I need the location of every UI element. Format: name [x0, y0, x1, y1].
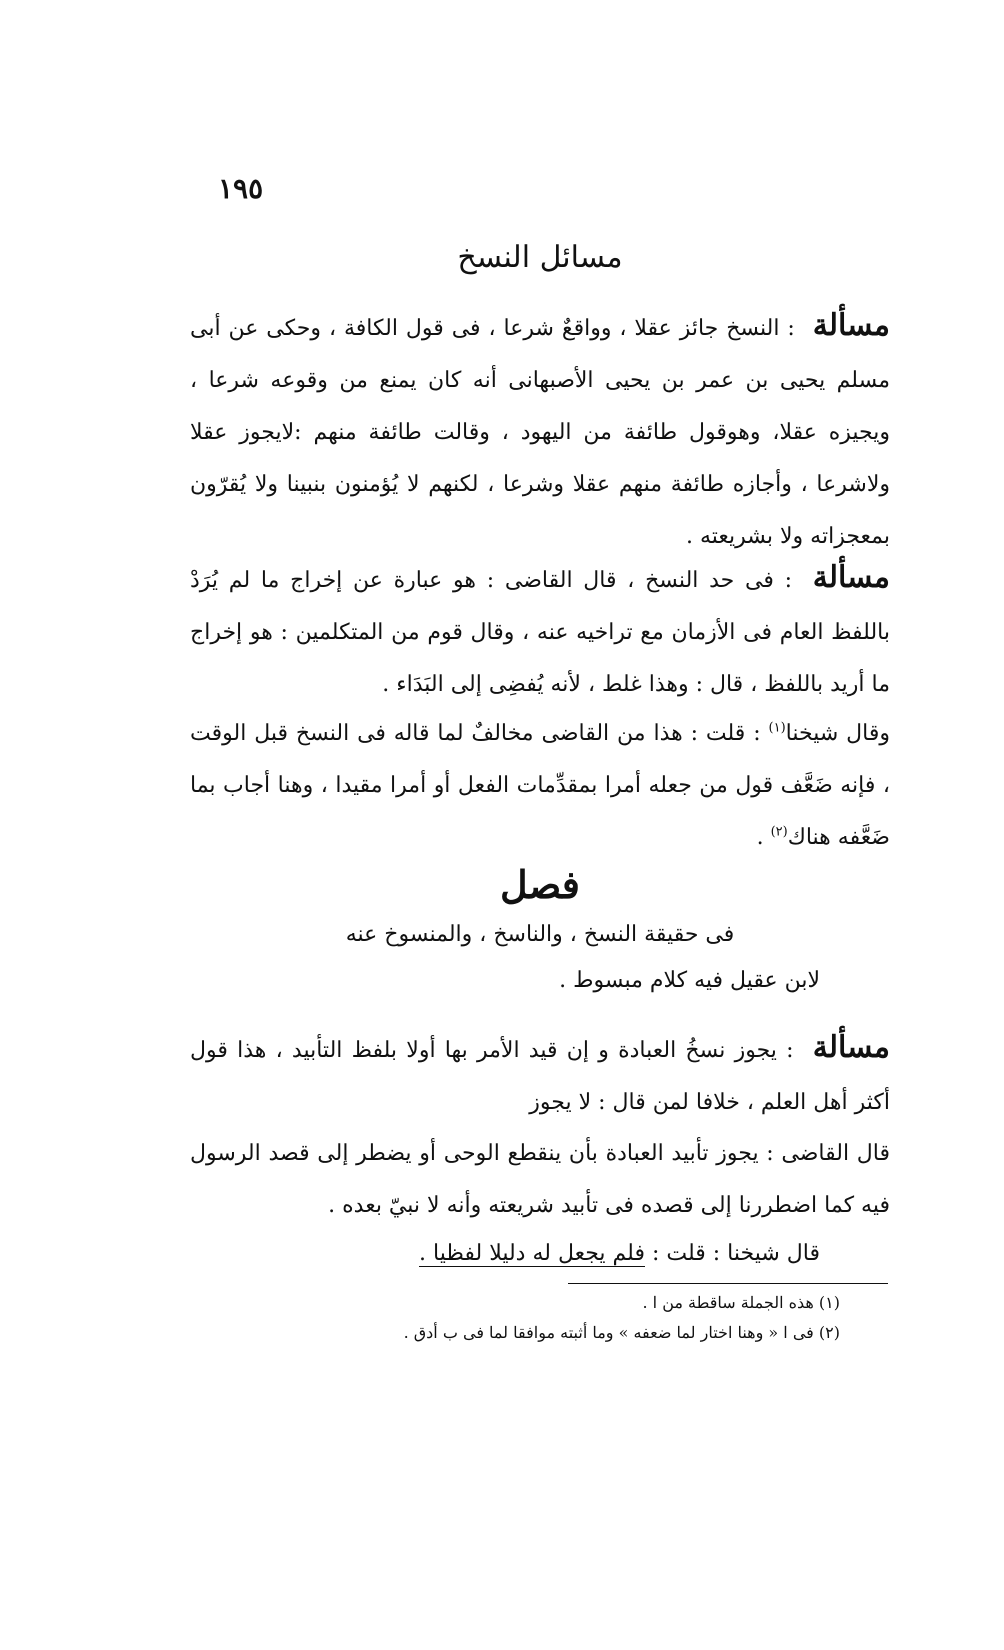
paragraph-5-text: قال القاضى : يجوز تأبيد العبادة بأن ينقطع الوحى أو يضطر إلى قصد الرسول فيه كما اضطررنا إلى قصده فى تأبيد شريعته وأنه لا نبيّ بعده . — [190, 1141, 890, 1218]
paragraph-4-lead: مسألة — [812, 1030, 890, 1065]
footnote-marker-1: (١) — [768, 720, 786, 736]
paragraph-2 — [190, 552, 890, 711]
footnote-marker-2: (٢) — [770, 824, 788, 840]
fasl-note: لابن عقيل فيه كلام مبسوط . — [559, 968, 820, 993]
paragraph-4 — [190, 1022, 890, 1129]
paragraph-2-text: : فى حد النسخ ، قال القاضى : هو عبارة عن إخراج ما لم يُرَدْ باللفظ العام فى الأزمان مع تراخيه عنه ، وقال قوم من المتكلمين : هو إخراج ما أريد باللفظ ، قال : وهذا غلط ، لأنه يُفضِى إلى البَدَاء . — [190, 568, 890, 697]
section-title: مسائل النسخ — [457, 240, 623, 275]
fasl-heading: فصل — [500, 862, 580, 907]
footnote-2: (٢) فى ا « وهنا اختار لما ضعفه » وما أثبته موافقا لما فى ب أدق . — [403, 1323, 840, 1342]
paragraph-6 — [190, 1228, 890, 1280]
paragraph-3-end: . — [756, 825, 771, 850]
fasl-subtitle: فى حقيقة النسخ ، والناسخ ، والمنسوخ عنه — [345, 922, 735, 947]
footnote-1: (١) هذه الجملة ساقطة من ا . — [642, 1293, 840, 1312]
footnote-divider — [568, 1283, 888, 1284]
paragraph-3 — [190, 708, 890, 864]
paragraph-1 — [190, 300, 890, 563]
paragraph-2-lead: مسألة — [812, 560, 890, 595]
paragraph-1-lead: مسألة — [812, 308, 890, 343]
paragraph-1-text: : النسخ جائز عقلا ، وواقعٌ شرعا ، فى قول الكافة ، وحكى عن أبى مسلم يحيى بن عمر بن يحيى الأصبهانى أنه كان يمنع من وقوعه شرعا ، ويجيزه عقلا، وهوقول طائفة من اليهود ، وقالت طائفة منهم :لايجوز عقلا ولاشرعا ، وأجازه طائفة منهم عقلا وشرعا ، لكنهم لا يُؤمنون بنبينا ولا يُقرّون بمعجزاته ولا بشريعته . — [190, 316, 890, 549]
paragraph-6-underlined: فلم يجعل له دليلا لفظيا . — [419, 1241, 645, 1266]
paragraph-6-text: قال شيخنا : قلت : — [644, 1241, 820, 1266]
paragraph-5 — [190, 1128, 890, 1232]
paragraph-3-text-b: : قلت : هذا من القاضى مخالفٌ لما قاله فى النسخ قبل الوقت ، فإنه ضَعَّف قول من جعله أمرا بمقدِّمات الفعل أو أمرا مقيدا ، وهنا أجاب بما ضَعَّفه هناك — [190, 721, 890, 850]
paragraph-3-text-a: وقال شيخنا — [785, 721, 890, 746]
page-number: ١٩٥ — [218, 172, 264, 205]
paragraph-4-text: : يجوز نسخُ العبادة و إن قيد الأمر بها أولا بلفظ التأبيد ، هذا قول أكثر أهل العلم ، خلافا لمن قال : لا يجوز — [190, 1038, 890, 1115]
